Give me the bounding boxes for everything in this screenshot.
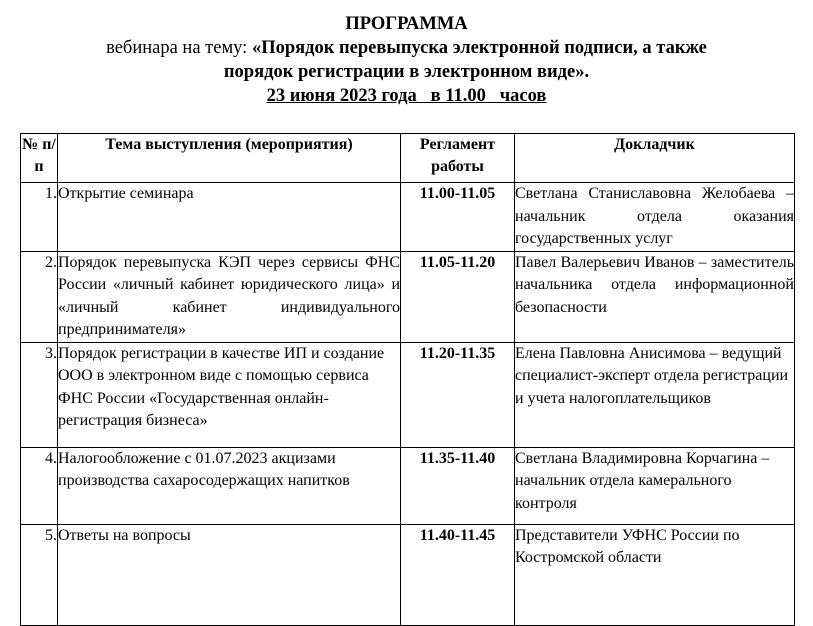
row-speaker: Светлана Станиславовна Желобаева – начальник отдела оказания государственных услуг (515, 183, 795, 252)
row-time: 11.40-11.45 (401, 524, 515, 625)
row-time: 11.20-11.35 (401, 342, 515, 447)
row-speaker: Представители УФНС России по Костромской области (515, 524, 795, 625)
row-topic: Ответы на вопросы (58, 524, 401, 625)
table-row (21, 342, 795, 447)
row-speaker: Павел Валерьевич Иванов – заместитель начальника отдела информационной безопасности (515, 251, 795, 342)
header-num: № п/п (21, 134, 58, 183)
document-title: ПРОГРАММА (345, 14, 468, 34)
webinar-topic-line-1 (0, 36, 813, 60)
row-speaker: Елена Павловна Анисимова – ведущий специалист-эксперт отдела регистрации и учета налогоплательщиков (515, 342, 795, 447)
row-num: 5. (21, 524, 58, 625)
webinar-topic-start: «Порядок перевыпуска электронной подписи, а также (251, 38, 707, 58)
row-topic: Порядок перевыпуска КЭП через сервисы ФНС России «личный кабинет юридического лица» и «личный кабинет индивидуального предпринимателя» (58, 251, 401, 342)
webinar-topic-prefix: вебинара на тему: (106, 38, 252, 58)
webinar-date-line (0, 84, 813, 108)
document-header (0, 12, 813, 108)
table-header-row (21, 134, 795, 183)
row-topic: Порядок регистрации в качестве ИП и создание ООО в электронном виде с помощью сервиса ФНС России «Государственная онлайн-регистрация бизнеса» (58, 342, 401, 447)
row-num: 3. (21, 342, 58, 447)
header-speaker: Докладчик (515, 134, 795, 183)
row-time: 11.35-11.40 (401, 447, 515, 524)
row-num: 4. (21, 447, 58, 524)
row-topic: Налогообложение с 01.07.2023 акцизами производства сахаросодержащих напитков (58, 447, 401, 524)
row-num: 2. (21, 251, 58, 342)
row-speaker: Светлана Владимировна Корчагина – начальник отдела камерального контроля (515, 447, 795, 524)
row-topic: Открытие семинара (58, 183, 401, 252)
header-topic: Тема выступления (мероприятия) (58, 134, 401, 183)
table-row (21, 447, 795, 524)
header-time: Регламент работы (401, 134, 515, 183)
webinar-topic-line-2: порядок регистрации в электронном виде». (223, 62, 590, 82)
program-table (20, 133, 795, 626)
table-row (21, 524, 795, 625)
webinar-date: 23 июня 2023 года в 11.00 часов (266, 86, 547, 106)
row-time: 11.05-11.20 (401, 251, 515, 342)
row-time: 11.00-11.05 (401, 183, 515, 252)
row-num: 1. (21, 183, 58, 252)
table-row (21, 251, 795, 342)
table-row (21, 183, 795, 252)
